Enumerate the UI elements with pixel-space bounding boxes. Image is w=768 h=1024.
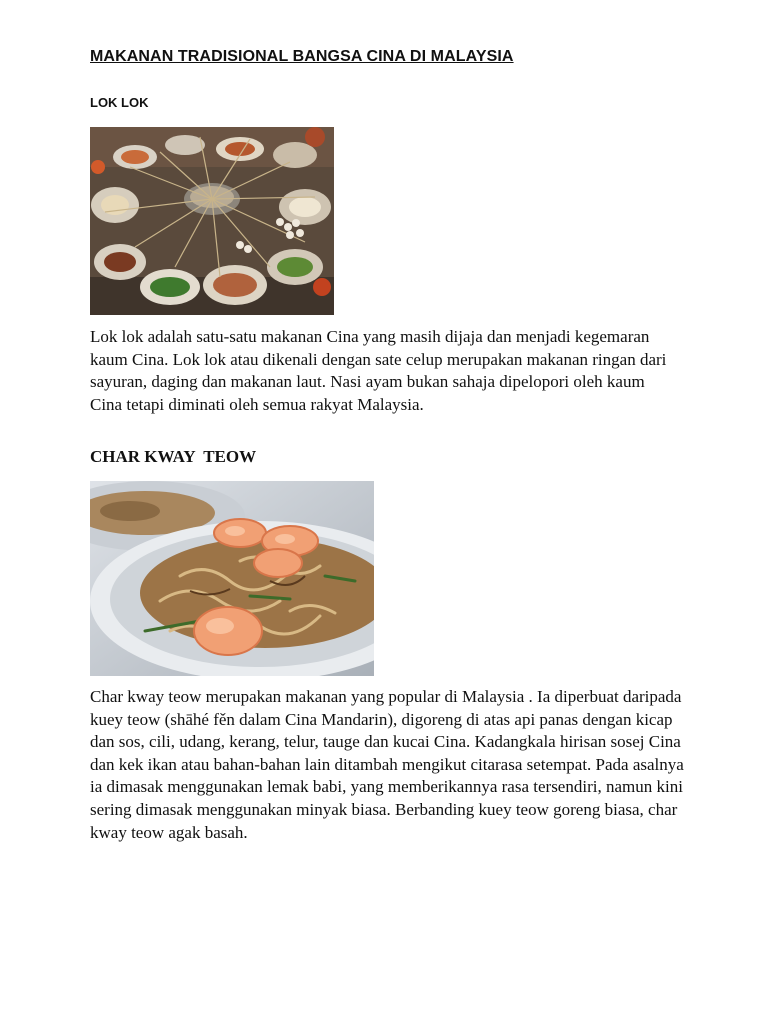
lok-lok-paragraph: Lok lok adalah satu-satu makanan Cina yang masih dijaja dan menjadi kegemaran kaum Cina. Lok lok atau dikenali dengan sate celup merupakan makanan ringan dari sayuran, daging dan makanan laut. Nasi ayam bukan sahaja dipelopori oleh kaum Cina tetapi diminati oleh semua rakyat Malaysia. [90,327,667,414]
section-heading-char-kway-teow: CHAR KWAY TEOW [90,447,257,466]
char-kway-teow-paragraph: Char kway teow merupakan makanan yang popular di Malaysia . Ia diperbuat daripada kuey teow (shāhé fěn dalam Cina Mandarin), digoreng di atas api panas dengan kicap dan sos, cili, udang, kerang, telur, tauge dan kucai Cina. Kadangkala hirisan sosej Cina dan kek ikan atau bahan-bahan lain ditambah mengikut citarasa setempat. Pada asalnya ia dimasak menggunakan lemak babi, yang memberikannya rasa tersendiri, namun kini sering dimasak menggunakan minyak biasa. Berbanding kuey teow goreng biasa, char kway teow agak basah. [90,687,684,842]
document-title: MAKANAN TRADISIONAL BANGSA CINA DI MALAYSIA [90,48,514,65]
lok-lok-photo-icon [90,127,334,315]
char-kway-teow-photo-icon [90,481,374,676]
section-heading-lok-lok: LOK LOK [90,95,149,110]
